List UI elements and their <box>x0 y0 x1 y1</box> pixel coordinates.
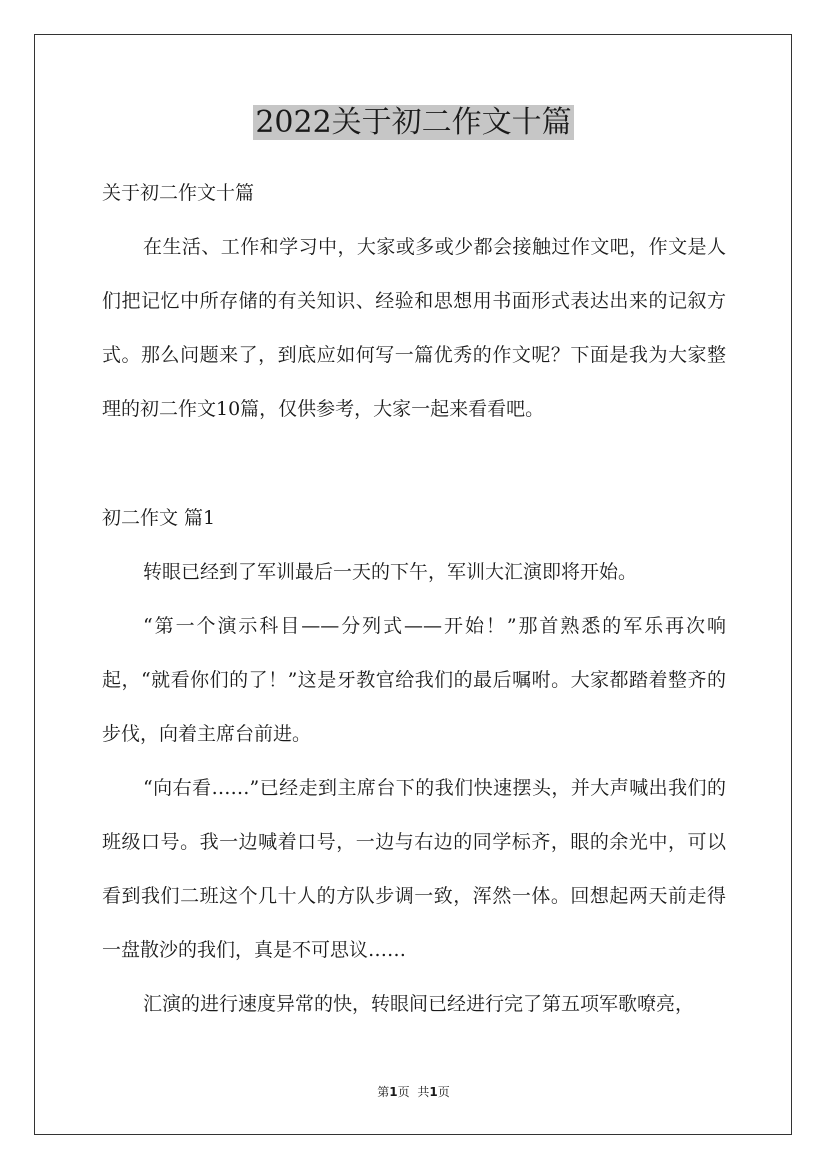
footer-page-suffix: 页 <box>397 1085 410 1099</box>
footer-total-suffix: 页 <box>437 1085 450 1099</box>
footer-page-prefix: 第 <box>377 1085 390 1099</box>
section-heading: 初二作文 篇1 <box>102 507 216 529</box>
document-title <box>0 102 827 144</box>
footer-page-number: 1 <box>389 1085 398 1099</box>
body-paragraph-4: 汇演的进行速度异常的快，转眼间已经进行完了第五项军歌嘹亮， <box>143 993 695 1015</box>
body-paragraph-1: 转眼已经到了军训最后一天的下午，军训大汇演即将开始。 <box>143 561 638 583</box>
body-paragraph-3: “向右看……”已经走到主席台下的我们快速摆头，并大声喊出我们的班级口号。我一边喊着口号，一边与右边的同学标齐，眼的余光中，可以看到我们二班这个几十人的方队步调一致，浑然一体。回想起两天前走得一盘散沙的我们，真是不可思议…… <box>102 777 726 961</box>
intro-paragraph: 在生活、工作和学习中，大家或多或少都会接触过作文吧，作文是人们把记忆中所存储的有关知识、经验和思想用书面形式表达出来的记叙方式。那么问题来了，到底应如何写一篇优秀的作文呢？下面是我为大家整理的初二作文10篇，仅供参考，大家一起来看看吧。 <box>102 236 726 420</box>
footer-total-number: 1 <box>429 1085 438 1099</box>
document-title-text: 2022关于初二作文十篇 <box>255 105 572 140</box>
footer-total-prefix: 共 <box>417 1085 430 1099</box>
document-subtitle: 关于初二作文十篇 <box>102 182 255 204</box>
page-footer <box>0 1083 827 1101</box>
body-paragraph-2: “第一个演示科目——分列式——开始！”那首熟悉的军乐再次响起，“就看你们的了！”这是牙教官给我们的最后嘱咐。大家都踏着整齐的步伐，向着主席台前进。 <box>102 615 726 745</box>
